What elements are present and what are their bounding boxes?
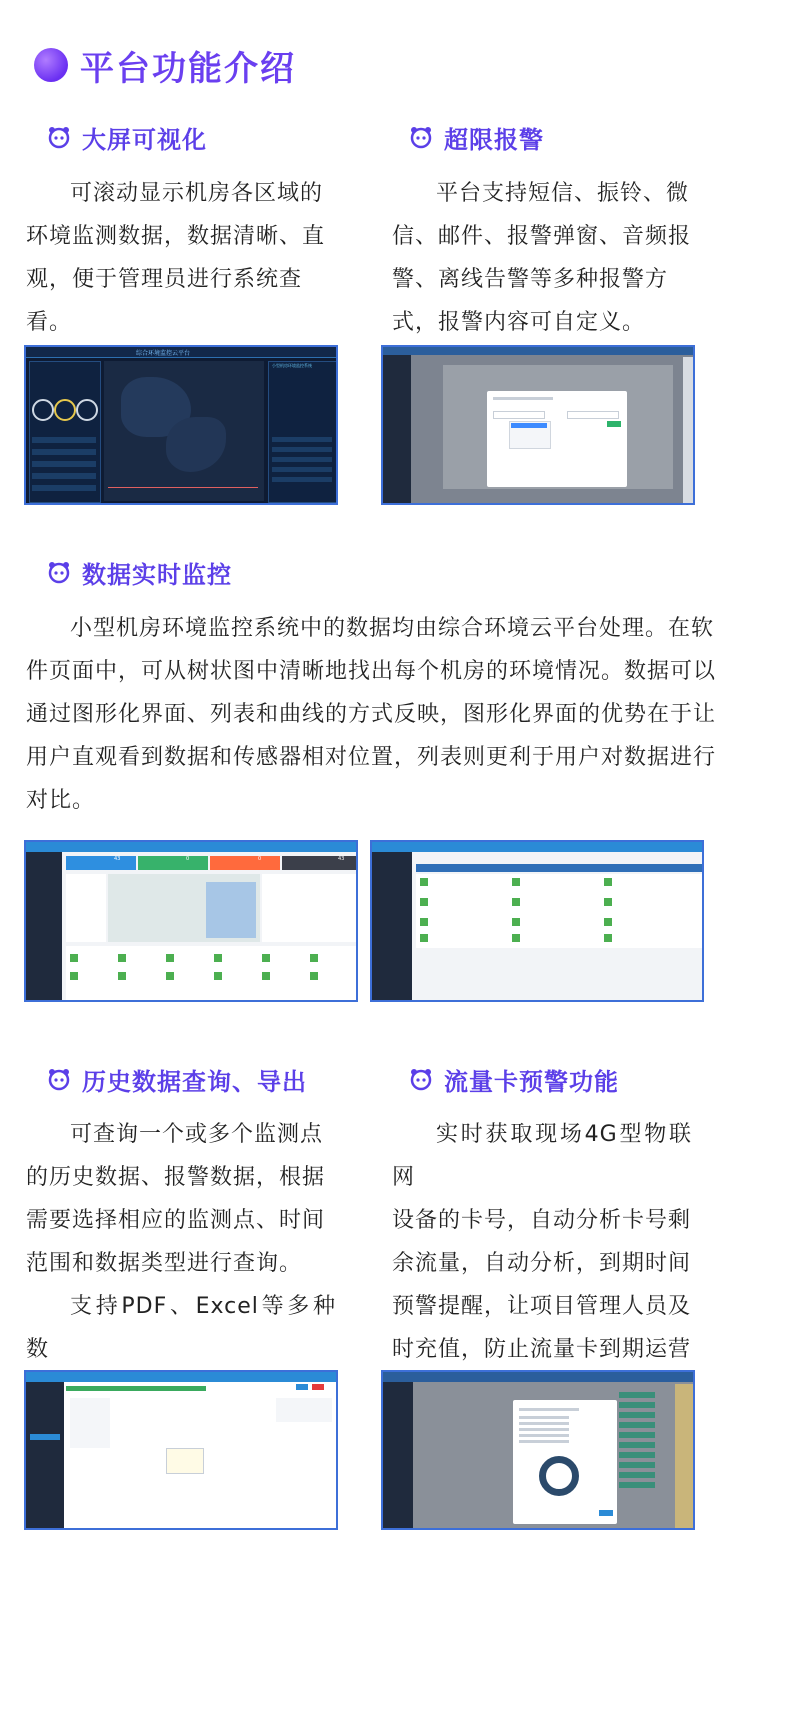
text-line: 信、邮件、报警弹窗、音频报 bbox=[392, 224, 692, 249]
section-title: 超限报警 bbox=[444, 125, 544, 154]
text-line: 式，报警内容可自定义。 bbox=[392, 310, 646, 335]
text-line: 支持PDF、Excel等多种数 bbox=[26, 1294, 336, 1362]
section-title: 数据实时监控 bbox=[82, 560, 232, 589]
section-title: 流量卡预警功能 bbox=[444, 1067, 619, 1096]
alarm-dialog bbox=[487, 391, 627, 487]
text-line: 观，便于管理员进行系统查 bbox=[26, 267, 303, 292]
text-line: 设备的卡号，自动分析卡号剩 bbox=[392, 1208, 692, 1233]
page-title-text: 平台功能介绍 bbox=[80, 48, 296, 89]
section-heading-history bbox=[46, 1062, 307, 1096]
bigscreen-right-title: 小型机房环境监控系统 bbox=[272, 363, 312, 368]
section-heading-simcard bbox=[408, 1062, 619, 1096]
title-bullet-icon bbox=[34, 48, 68, 82]
text-line: 对比。 bbox=[26, 788, 96, 813]
simcard-dialog bbox=[513, 1400, 617, 1524]
bigscreen-screenshot bbox=[24, 345, 338, 505]
text-line: 环境监测数据，数据清晰、直 bbox=[26, 224, 326, 249]
text-line: 通过图形化界面、列表和曲线的方式反映，图形化界面的优势在于让 bbox=[26, 702, 717, 727]
text-line: 小型机房环境监控系统中的数据均由综合环境云平台处理。在软 bbox=[70, 616, 715, 641]
data-tiles-screenshot bbox=[370, 840, 704, 1002]
text-line: 警、离线告警等多种报警方 bbox=[392, 267, 669, 292]
section-body-realtime bbox=[26, 607, 766, 822]
text-line: 预警提醒，让项目管理人员及 bbox=[392, 1294, 692, 1319]
section-body-bigscreen bbox=[26, 172, 326, 344]
card-count: 0 bbox=[258, 856, 262, 862]
text-line: 可查询一个或多个监测点 bbox=[70, 1122, 324, 1147]
alarm-screenshot bbox=[381, 345, 695, 505]
section-heading-realtime bbox=[46, 555, 232, 589]
section-heading-alarm bbox=[408, 120, 544, 154]
panda-icon bbox=[408, 1066, 434, 1092]
text-line: 实时获取现场4G型物联网 bbox=[392, 1122, 692, 1190]
text-line: 范围和数据类型进行查询。 bbox=[26, 1251, 303, 1276]
section-body-history bbox=[26, 1113, 336, 1414]
bigscreen-title: 综合环境监控云平台 bbox=[136, 350, 191, 357]
page-title bbox=[34, 40, 296, 90]
text-line: 需要选择相应的监测点、时间 bbox=[26, 1208, 326, 1233]
dashboard-map-screenshot bbox=[24, 840, 358, 1002]
section-body-simcard bbox=[392, 1113, 692, 1414]
card-count: 0 bbox=[186, 856, 190, 862]
usage-donut bbox=[539, 1456, 579, 1496]
panda-icon bbox=[46, 559, 72, 585]
section-heading-bigscreen bbox=[46, 120, 207, 154]
text-line: 件页面中，可从树状图中清晰地找出每个机房的环境情况。数据可以 bbox=[26, 659, 717, 684]
text-line: 用户直观看到数据和传感器相对位置，列表则更利于用户对数据进行 bbox=[26, 745, 717, 770]
card-count: 43 bbox=[114, 856, 121, 862]
card-count: 43 bbox=[338, 856, 345, 862]
panda-icon bbox=[46, 1066, 72, 1092]
section-title: 大屏可视化 bbox=[82, 125, 207, 154]
panda-icon bbox=[408, 124, 434, 150]
text-line: 的历史数据、报警数据，根据 bbox=[26, 1165, 326, 1190]
text-line: 时充值，防止流量卡到期运营 bbox=[392, 1337, 692, 1362]
history-screenshot bbox=[24, 1370, 338, 1530]
text-line: 看。 bbox=[26, 310, 73, 335]
panda-icon bbox=[46, 124, 72, 150]
text-line: 余流量，自动分析，到期时间 bbox=[392, 1251, 692, 1276]
text-line: 平台支持短信、振铃、微 bbox=[436, 181, 690, 206]
section-title: 历史数据查询、导出 bbox=[82, 1067, 307, 1096]
simcard-screenshot bbox=[381, 1370, 695, 1530]
text-line: 可滚动显示机房各区域的 bbox=[70, 181, 324, 206]
section-body-alarm bbox=[392, 172, 692, 344]
